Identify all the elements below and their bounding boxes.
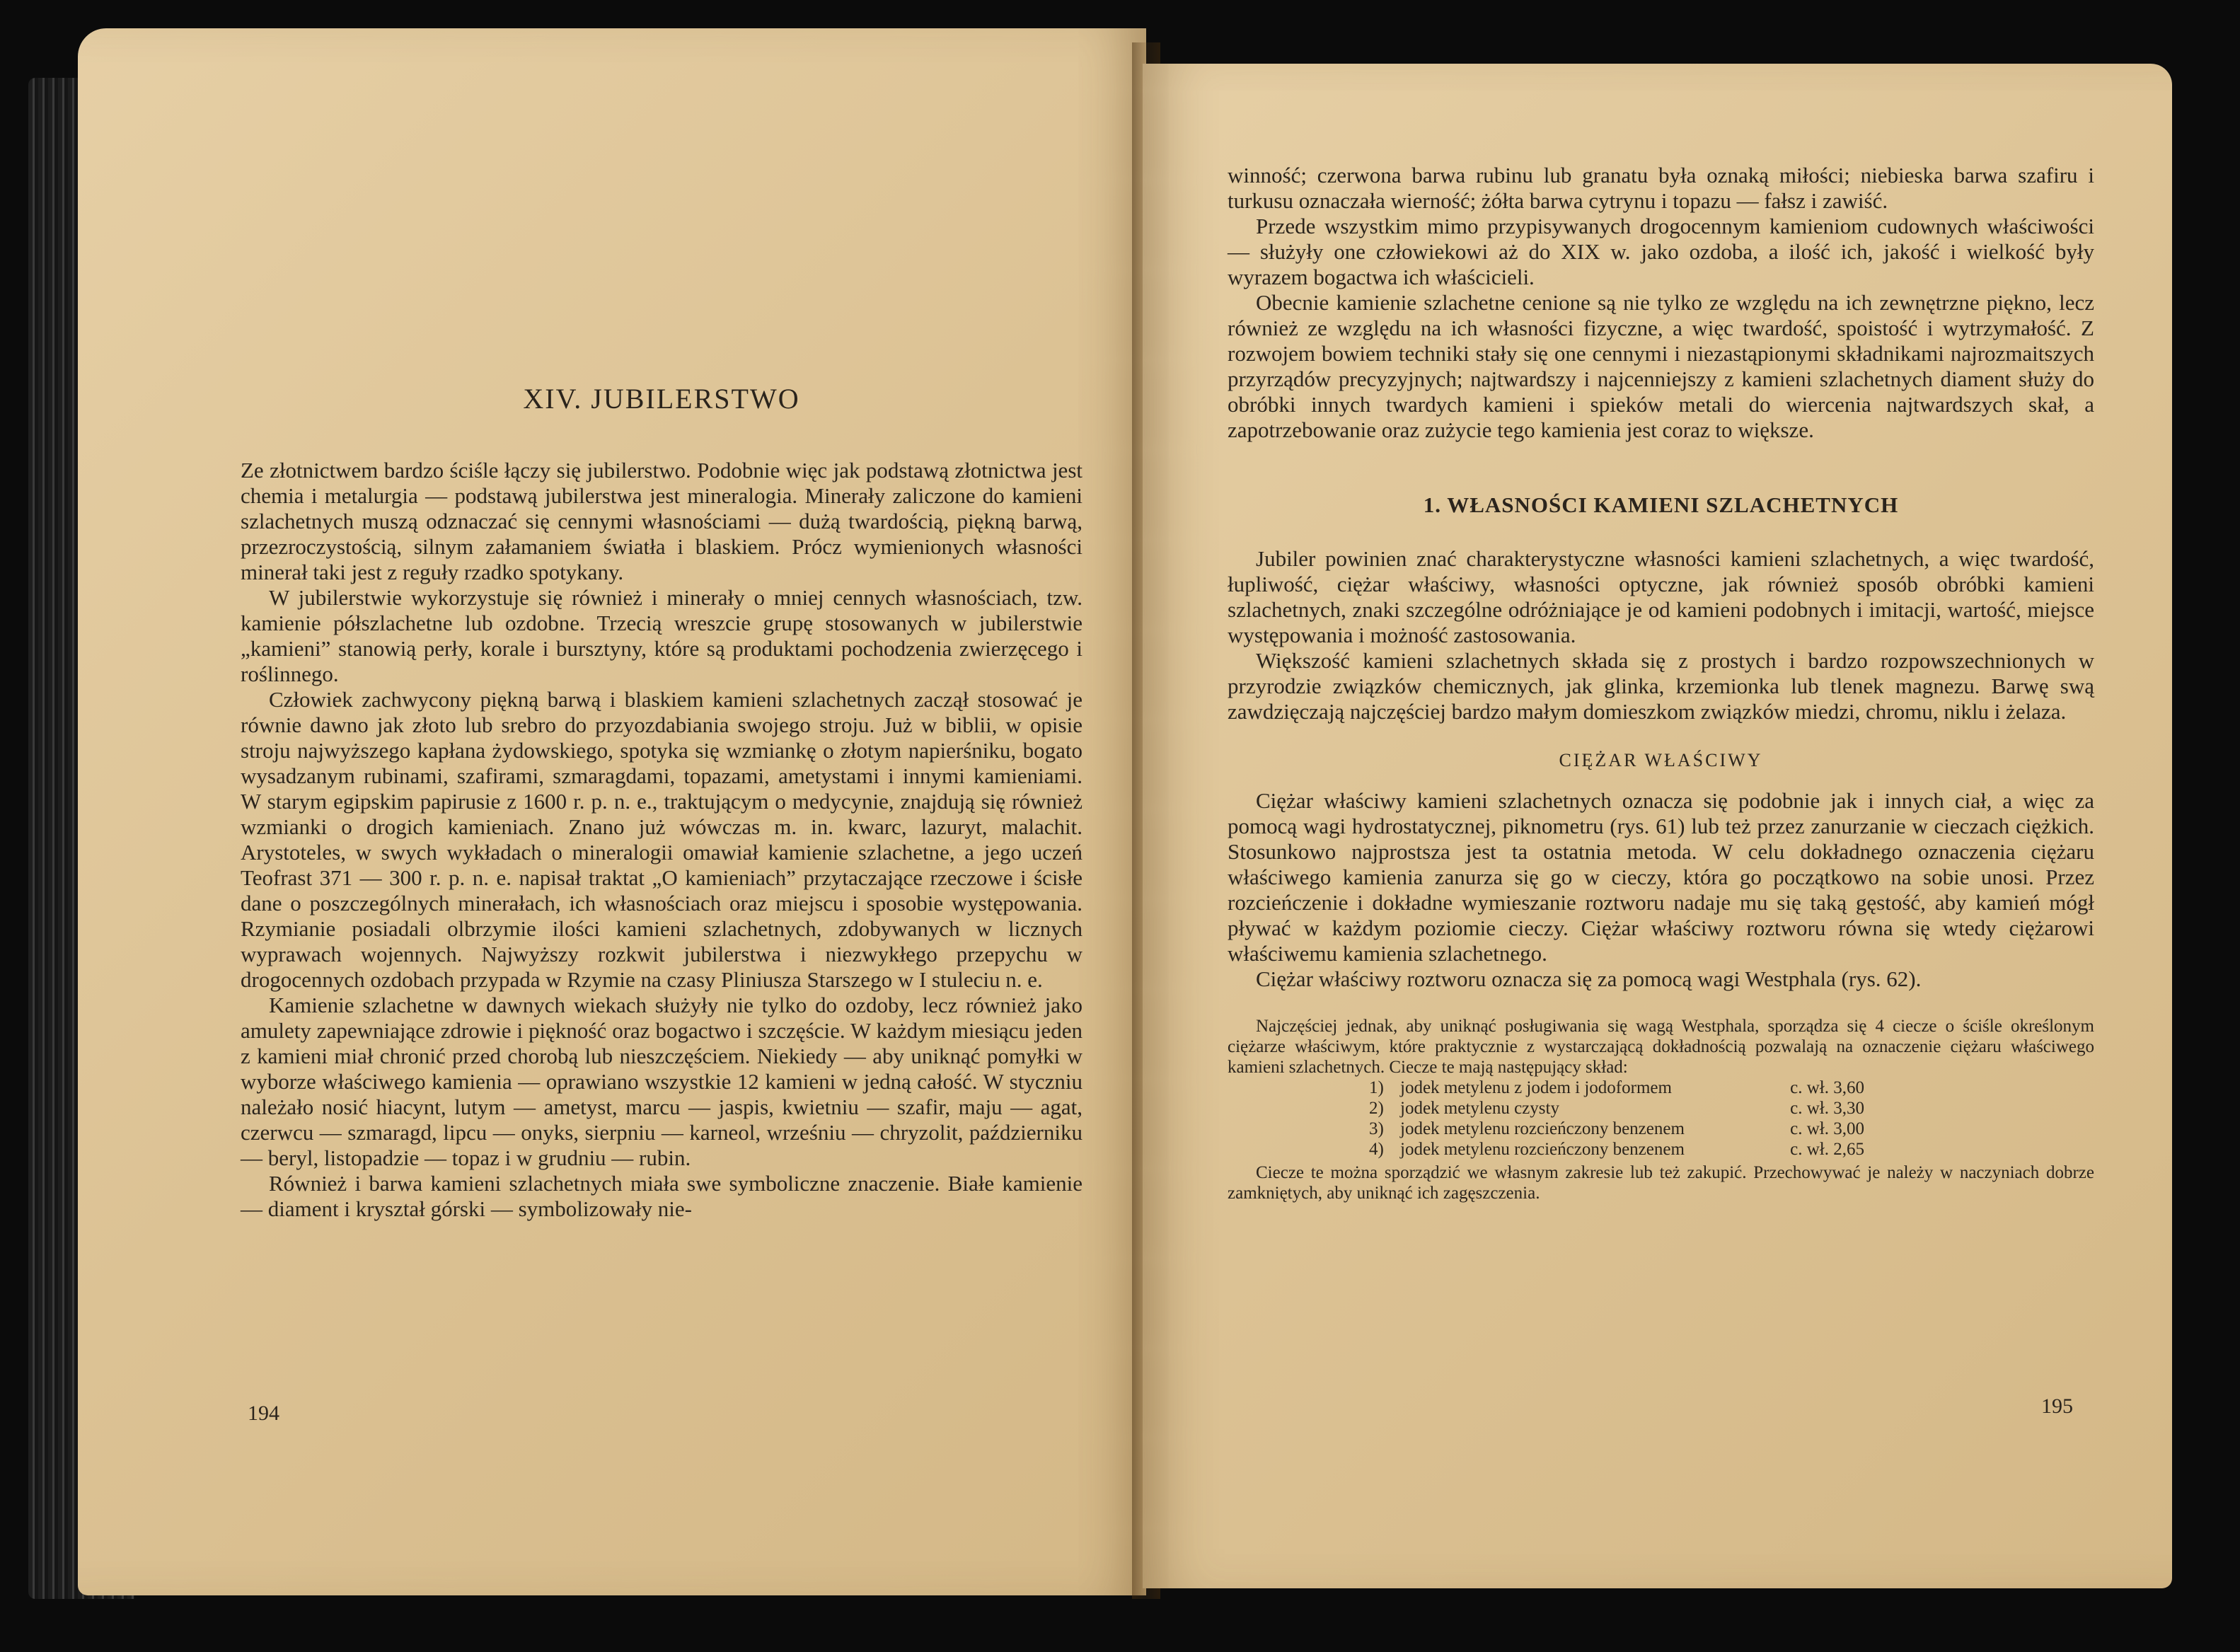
paragraph: Przede wszystkim mimo przypisywanych drogocennym kamieniom cudownych właściwości — służyły one człowiekowi aż do XIX w. jako ozdoba, a ilość ich, jakość i wielkość były wyrazem bogactwa ich właścicieli. xyxy=(1228,214,2094,289)
liquid-list xyxy=(1369,1078,2094,1160)
small-print-intro: Najczęściej jednak, aby uniknąć posługiwania się wagą Westphala, sporządza się 4 ciecze o ściśle określonym ciężarze właściwym, które praktycznie z wystarczającą dokładnością pozwalają na oznaczenie ciężaru właściwego kamieni szlachetnych. Ciecze te mają następujący skład: xyxy=(1228,1017,2094,1077)
paragraph: Większość kamieni szlachetnych składa się z prostych i bardzo rozpowszechnionych w przyrodzie związków chemicznych, jak glinka, krzemionka lub tlenek magnezu. Barwę swą zawdzięczają najczęściej bardzo małym domieszkom związków miedzi, chromu, niklu i żelaza. xyxy=(1228,648,2094,724)
paragraph: Ze złotnictwem bardzo ściśle łączy się jubilerstwo. Podobnie więc jak podstawą złotnictwa jest chemia i metalurgia — podstawą jubilerstwa jest mineralogia. Minerały zaliczone do kamieni szlachetnych muszą odznaczać się cennymi własnościami — dużą twardością, piękną barwą, przezroczystością, silnym załamaniem światła i blaskiem. Prócz wymienionych własności minerał taki jest z reguły rzadko spotykany. xyxy=(241,458,1083,584)
right-page xyxy=(1143,64,2172,1588)
list-value: c. wł. 3,60 xyxy=(1790,1078,1864,1097)
left-page xyxy=(78,28,1146,1595)
paragraph: Ciężar właściwy roztworu oznacza się za pomocą wagi Westphala (rys. 62). xyxy=(1256,966,1922,991)
list-item xyxy=(1369,1098,1864,1119)
list-text: jodek metylenu rozcieńczony benzenem xyxy=(1400,1140,1685,1159)
paragraph: Człowiek zachwycony piękną barwą i blaskiem kamieni szlachetnych zaczął stosować je równie dawno jak złoto lub srebro do przyozdabiania swojego stroju. Już w biblii, w opisie stroju najwyższego kapłana żydowskiego, spotyka się wzmiankę o złotym napierśniku, bogato wysadzanym rubinami, szafirami, szmaragdami, topazami, ametystami i innymi kamieniami. W starym egipskim papirusie z 1600 r. p. n. e., traktującym o medycynie, znajdują się również wzmianki o drogich kamieniach. Znano już wówczas m. in. kwarc, lazuryt, malachit. Arystoteles, w swych wykładach o mineralogii omawiał kamienie szlachetne, a jego uczeń Teofrast 371 — 300 r. p. n. e. napisał traktat „O kamieniach” przytaczające rzeczowe i ścisłe dane o poszczególnych minerałach, ich własnościach oraz miejscu i sposobie występowania. Rzymianie posiadali olbrzymie ilości kamieni szlachetnych, zdobywanych w licznych wyprawach wojennych. Najwyższy rozkwit jubilerstwa i niezwykłego przepychu w drogocennych ozdobach przypada w Rzymie na czasy Pliniusza Starszego w I stuleciu n. e. xyxy=(241,687,1083,992)
subsection-title: CIĘŻAR WŁAŚCIWY xyxy=(1559,750,1763,770)
paragraph: W jubilerstwie wykorzystuje się również i minerały o mniej cennych własnościach, tzw. kamienie półszlachetne lub ozdobne. Trzecią wreszcie grupę stosowanych w jubilerstwie „kamieni” stanowią perły, korale i bursztyny, które są produktami pochodzenia zwierzęcego i roślinnego. xyxy=(241,585,1083,686)
list-item xyxy=(1369,1078,1864,1098)
list-text: jodek metylenu z jodem i jodoformem xyxy=(1400,1078,1672,1097)
paragraph: Również i barwa kamieni szlachetnych miała swe symboliczne znaczenie. Białe kamienie — diament i kryształ górski — symbolizowały nie- xyxy=(241,1171,1083,1221)
page-number: 194 xyxy=(248,1402,279,1425)
page-number: 195 xyxy=(2041,1394,2073,1418)
list-value: c. wł. 3,00 xyxy=(1790,1119,1864,1138)
list-value: c. wł. 2,65 xyxy=(1790,1140,1864,1159)
list-number: 4) xyxy=(1369,1140,1384,1159)
chapter-title: XIV. JUBILERSTWO xyxy=(523,383,800,415)
small-print-outro: Ciecze te można sporządzić we własnym zakresie lub też zakupić. Przechowywać je należy w naczyniach dobrze zamkniętych, aby uniknąć ich zagęszczenia. xyxy=(1228,1163,2094,1203)
list-number: 2) xyxy=(1369,1099,1384,1118)
list-number: 3) xyxy=(1369,1119,1384,1138)
list-item xyxy=(1369,1139,1864,1160)
list-value: c. wł. 3,30 xyxy=(1790,1099,1864,1118)
paragraph: Jubiler powinien znać charakterystyczne własności kamieni szlachetnych, a więc twardość, łupliwość, ciężar właściwy, własności optyczne, jak również sposób obróbki kamieni szlachetnych, znaki szczególne odróżniające je od kamieni podobnych i imitacji, wartość, miejsce występowania i możność zastosowania. xyxy=(1228,546,2094,647)
list-text: jodek metylenu rozcieńczony benzenem xyxy=(1400,1119,1685,1138)
paragraph: winność; czerwona barwa rubinu lub granatu była oznaką miłości; niebieska barwa szafiru i turkusu oznaczała wierność; żółta barwa cytrynu i topazu — fałsz i zawiść. xyxy=(1228,163,2094,213)
list-item xyxy=(1369,1119,1864,1139)
paragraph: Kamienie szlachetne w dawnych wiekach służyły nie tylko do ozdoby, lecz również jako amulety zapewniające zdrowie i piękność oraz bogactwo i szczęście. W każdym miesiącu jeden z kamieni miał chronić przed chorobą lub nieszczęściem. Niekiedy — aby uniknąć pomyłki w wyborze właściwego kamienia — oprawiano wszystkie 12 kamieni w jedną całość. W styczniu należało nosić hiacynt, lutym — ametyst, marcu — jaspis, kwietniu — szafir, maju — agat, czerwcu — szmaragd, lipcu — onyks, sierpniu — karneol, wrześniu — chryzolit, październiku — beryl, listopadzie — topaz i w grudniu — rubin. xyxy=(241,993,1083,1170)
paragraph: Ciężar właściwy kamieni szlachetnych oznacza się podobnie jak i innych ciał, a więc za pomocą wagi hydrostatycznej, piknometru (rys. 61) lub też przez zanurzanie w cieczach ciężkich. Stosunkowo najprostsza jest ta ostatnia metoda. W celu dokładnego oznaczenia ciężaru właściwego kamienia zanurza się go w cieczy, która go początkowo na sobie unosi. Przez rozcieńczenie i dokładne wymieszanie roztworu nadaje mu się taką gęstość, aby kamień mógł pływać w każdym poziomie cieczy. Ciężar właściwy roztworu równa się wtedy ciężarowi właściwemu kamienia szlachetnego. xyxy=(1228,788,2094,966)
paragraph: Obecnie kamienie szlachetne cenione są nie tylko ze względu na ich zewnętrzne piękno, lecz również ze względu na ich własności fizyczne, a więc twardość, spoistość i wytrzymałość. Z rozwojem bowiem techniki stały się one cennymi i niezastąpionymi składnikami najrozmaitszych przyrządów precyzyjnych; najtwardszy i najcenniejszy z kamieni szlachetnych diament służy do obróbki innych twardych kamieni i spieków metali do wiercenia najtwardszych skał, a zapotrzebowanie oraz zużycie tego kamienia jest coraz to większe. xyxy=(1228,290,2094,442)
section-title: 1. WŁASNOŚCI KAMIENI SZLACHETNYCH xyxy=(1423,492,1899,517)
list-number: 1) xyxy=(1369,1078,1384,1097)
list-text: jodek metylenu czysty xyxy=(1400,1099,1559,1118)
